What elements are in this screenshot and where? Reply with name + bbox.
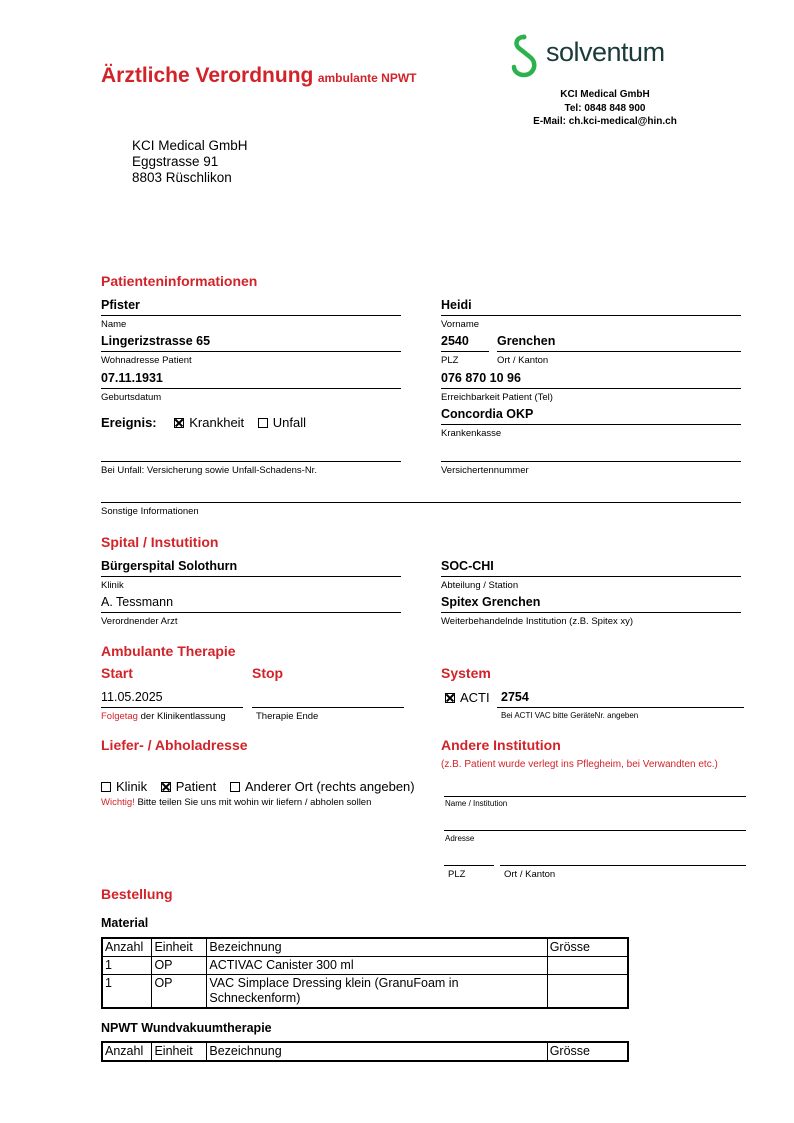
- recipient-line2: Eggstrasse 91: [132, 154, 219, 169]
- header-description: Bezeichnung: [207, 938, 547, 957]
- section-therapy-title: Ambulante Therapie: [101, 643, 236, 659]
- npwt-table-header: [102, 1042, 628, 1061]
- other-institution-address-label: Adresse: [445, 834, 475, 843]
- header-quantity: Anzahl: [102, 938, 152, 957]
- start-date-value[interactable]: 11.05.2025: [101, 690, 163, 704]
- stop-date-field[interactable]: [252, 707, 404, 708]
- header-unit: Einheit: [152, 1042, 207, 1061]
- divider: [101, 351, 401, 352]
- header-quantity: Anzahl: [102, 1042, 152, 1061]
- delivery-warning: [101, 797, 371, 808]
- patient-plz-value[interactable]: 2540: [441, 334, 469, 348]
- clinic-value[interactable]: Bürgerspital Solothurn: [101, 559, 238, 573]
- event-label: Ereignis:: [101, 415, 157, 430]
- divider: [101, 576, 401, 577]
- patient-vorname-value[interactable]: Heidi: [441, 298, 472, 312]
- device-number-value[interactable]: 2754: [501, 690, 529, 704]
- material-table-header: [102, 938, 628, 957]
- patient-name-label: Name: [101, 319, 127, 330]
- other-institution-address-field[interactable]: [444, 830, 746, 831]
- patient-ort-value[interactable]: Grenchen: [497, 334, 556, 348]
- company-info: [505, 88, 705, 129]
- delivery-warning-red: Wichtig!: [101, 797, 135, 808]
- solventum-logo-icon: [510, 33, 544, 79]
- insured-number-field[interactable]: [441, 461, 741, 462]
- delivery-warning-text: Bitte teilen Sie uns mit wohin wir liefern / abholen sollen: [137, 797, 372, 808]
- divider: [441, 351, 489, 352]
- divider: [441, 612, 741, 613]
- row-size[interactable]: [547, 975, 628, 1009]
- company-email: E-Mail: ch.kci-medical@hin.ch: [533, 116, 677, 127]
- event-illness-checkbox[interactable]: [174, 418, 184, 428]
- page-title-block: [101, 64, 416, 88]
- divider: [497, 351, 741, 352]
- stop-label: Stop: [252, 665, 284, 681]
- system-label: System: [441, 665, 491, 681]
- event-checkbox-group: [101, 415, 306, 430]
- start-note: [101, 711, 226, 722]
- other-info-field[interactable]: [101, 502, 741, 503]
- divider: [101, 388, 401, 389]
- delivery-patient-label: Patient: [175, 779, 217, 794]
- table-row[interactable]: [102, 957, 628, 975]
- divider: [101, 707, 243, 708]
- table-row[interactable]: [102, 975, 628, 1009]
- row-unit[interactable]: OP: [152, 957, 207, 975]
- other-institution-plz-label: PLZ: [448, 869, 466, 880]
- delivery-checkbox-group: [101, 779, 415, 794]
- event-accident-checkbox[interactable]: [258, 418, 268, 428]
- patient-address-value[interactable]: Lingerizstrasse 65: [101, 334, 211, 348]
- recipient-line3: 8803 Rüschlikon: [132, 170, 232, 185]
- department-label: Abteilung / Station: [441, 580, 519, 591]
- row-quantity[interactable]: 1: [102, 975, 152, 1009]
- insured-number-label: Versichertennummer: [441, 465, 529, 476]
- patient-ort-label: Ort / Kanton: [497, 355, 549, 366]
- other-institution-name-label: Name / Institution: [445, 799, 508, 808]
- accident-insurance-label: Bei Unfall: Versicherung sowie Unfall-Schadens-Nr.: [101, 465, 317, 476]
- divider: [441, 315, 741, 316]
- insurance-value[interactable]: Concordia OKP: [441, 407, 534, 421]
- delivery-clinic-label: Klinik: [116, 779, 148, 794]
- header-unit: Einheit: [152, 938, 207, 957]
- other-institution-name-field[interactable]: [444, 796, 746, 797]
- patient-vorname-label: Vorname: [441, 319, 480, 330]
- other-institution-ort-label: Ort / Kanton: [504, 869, 556, 880]
- delivery-other-checkbox[interactable]: [230, 782, 240, 792]
- divider: [497, 707, 744, 708]
- company-tel: Tel: 0848 848 900: [564, 102, 646, 114]
- npwt-table: [101, 1041, 629, 1062]
- system-checkbox-group: [445, 690, 490, 705]
- row-description[interactable]: VAC Simplace Dressing klein (GranuFoam in Schneckenform): [207, 975, 547, 1009]
- doctor-label: Verordnender Arzt: [101, 616, 178, 627]
- material-title: Material: [101, 916, 149, 930]
- row-description[interactable]: ACTIVAC Canister 300 ml: [207, 957, 547, 975]
- logo-text: solventum: [546, 37, 665, 67]
- patient-birthdate-value[interactable]: 07.11.1931: [101, 371, 163, 385]
- divider: [441, 424, 741, 425]
- event-accident-label: Unfall: [272, 415, 307, 430]
- system-acti-label: ACTI: [460, 690, 490, 705]
- patient-name-value[interactable]: Pfister: [101, 298, 140, 312]
- page-title: Ärztliche Verordnung: [101, 64, 314, 87]
- insurance-label: Krankenkasse: [441, 428, 502, 439]
- section-order-title: Bestellung: [101, 886, 173, 902]
- delivery-other-label: Anderer Ort (rechts angeben): [244, 779, 415, 794]
- row-unit[interactable]: OP: [152, 975, 207, 1009]
- other-institution-note: (z.B. Patient wurde verlegt ins Pflegheim, bei Verwandten etc.): [441, 759, 718, 770]
- other-info-label: Sonstige Informationen: [101, 506, 199, 517]
- patient-address-label: Wohnadresse Patient: [101, 355, 192, 366]
- section-hospital-title: Spital / Instutition: [101, 534, 219, 550]
- event-illness-label: Krankheit: [189, 415, 245, 430]
- divider: [441, 388, 741, 389]
- section-patient-title: Patienteninformationen: [101, 273, 258, 289]
- system-acti-checkbox[interactable]: [445, 693, 455, 703]
- divider: [101, 315, 401, 316]
- npwt-title: NPWT Wundvakuumtherapie: [101, 1021, 272, 1035]
- follow-up-value[interactable]: Spitex Grenchen: [441, 595, 541, 609]
- other-institution-ort-field[interactable]: [500, 865, 746, 866]
- company-name: KCI Medical GmbH: [560, 89, 650, 100]
- header-size: Grösse: [547, 1042, 628, 1061]
- patient-plz-label: PLZ: [441, 355, 459, 366]
- divider: [441, 576, 741, 577]
- doctor-value[interactable]: A. Tessmann: [101, 595, 174, 609]
- start-label: Start: [101, 665, 133, 681]
- follow-up-label: Weiterbehandelnde Institution (z.B. Spitex xy): [441, 616, 634, 627]
- header-size: Grösse: [547, 938, 628, 957]
- device-note: Bei ACTI VAC bitte GeräteNr. angeben: [501, 711, 639, 720]
- patient-phone-value[interactable]: 076 870 10 96: [441, 371, 521, 385]
- section-other-institution-title: Andere Institution: [441, 737, 561, 753]
- header-description: Bezeichnung: [207, 1042, 547, 1061]
- department-value[interactable]: SOC-CHI: [441, 559, 494, 573]
- material-table: [101, 937, 629, 1009]
- row-quantity[interactable]: 1: [102, 957, 152, 975]
- delivery-clinic-checkbox[interactable]: [101, 782, 111, 792]
- clinic-label: Klinik: [101, 580, 124, 591]
- start-note-red: Folgetag: [101, 711, 138, 722]
- delivery-patient-checkbox[interactable]: [161, 782, 171, 792]
- patient-birthdate-label: Geburtsdatum: [101, 392, 162, 403]
- row-size[interactable]: [547, 957, 628, 975]
- other-institution-plz-field[interactable]: [444, 865, 494, 866]
- section-delivery-title: Liefer- / Abholadresse: [101, 737, 248, 753]
- start-note-text: der Klinikentlassung: [140, 711, 226, 722]
- page-subtitle: ambulante NPWT: [317, 71, 417, 85]
- divider: [101, 612, 401, 613]
- accident-insurance-field[interactable]: [101, 461, 401, 462]
- recipient-line1: KCI Medical GmbH: [132, 138, 248, 153]
- stop-note: Therapie Ende: [256, 711, 319, 722]
- patient-phone-label: Erreichbarkeit Patient (Tel): [441, 392, 553, 403]
- recipient-address: [132, 138, 248, 186]
